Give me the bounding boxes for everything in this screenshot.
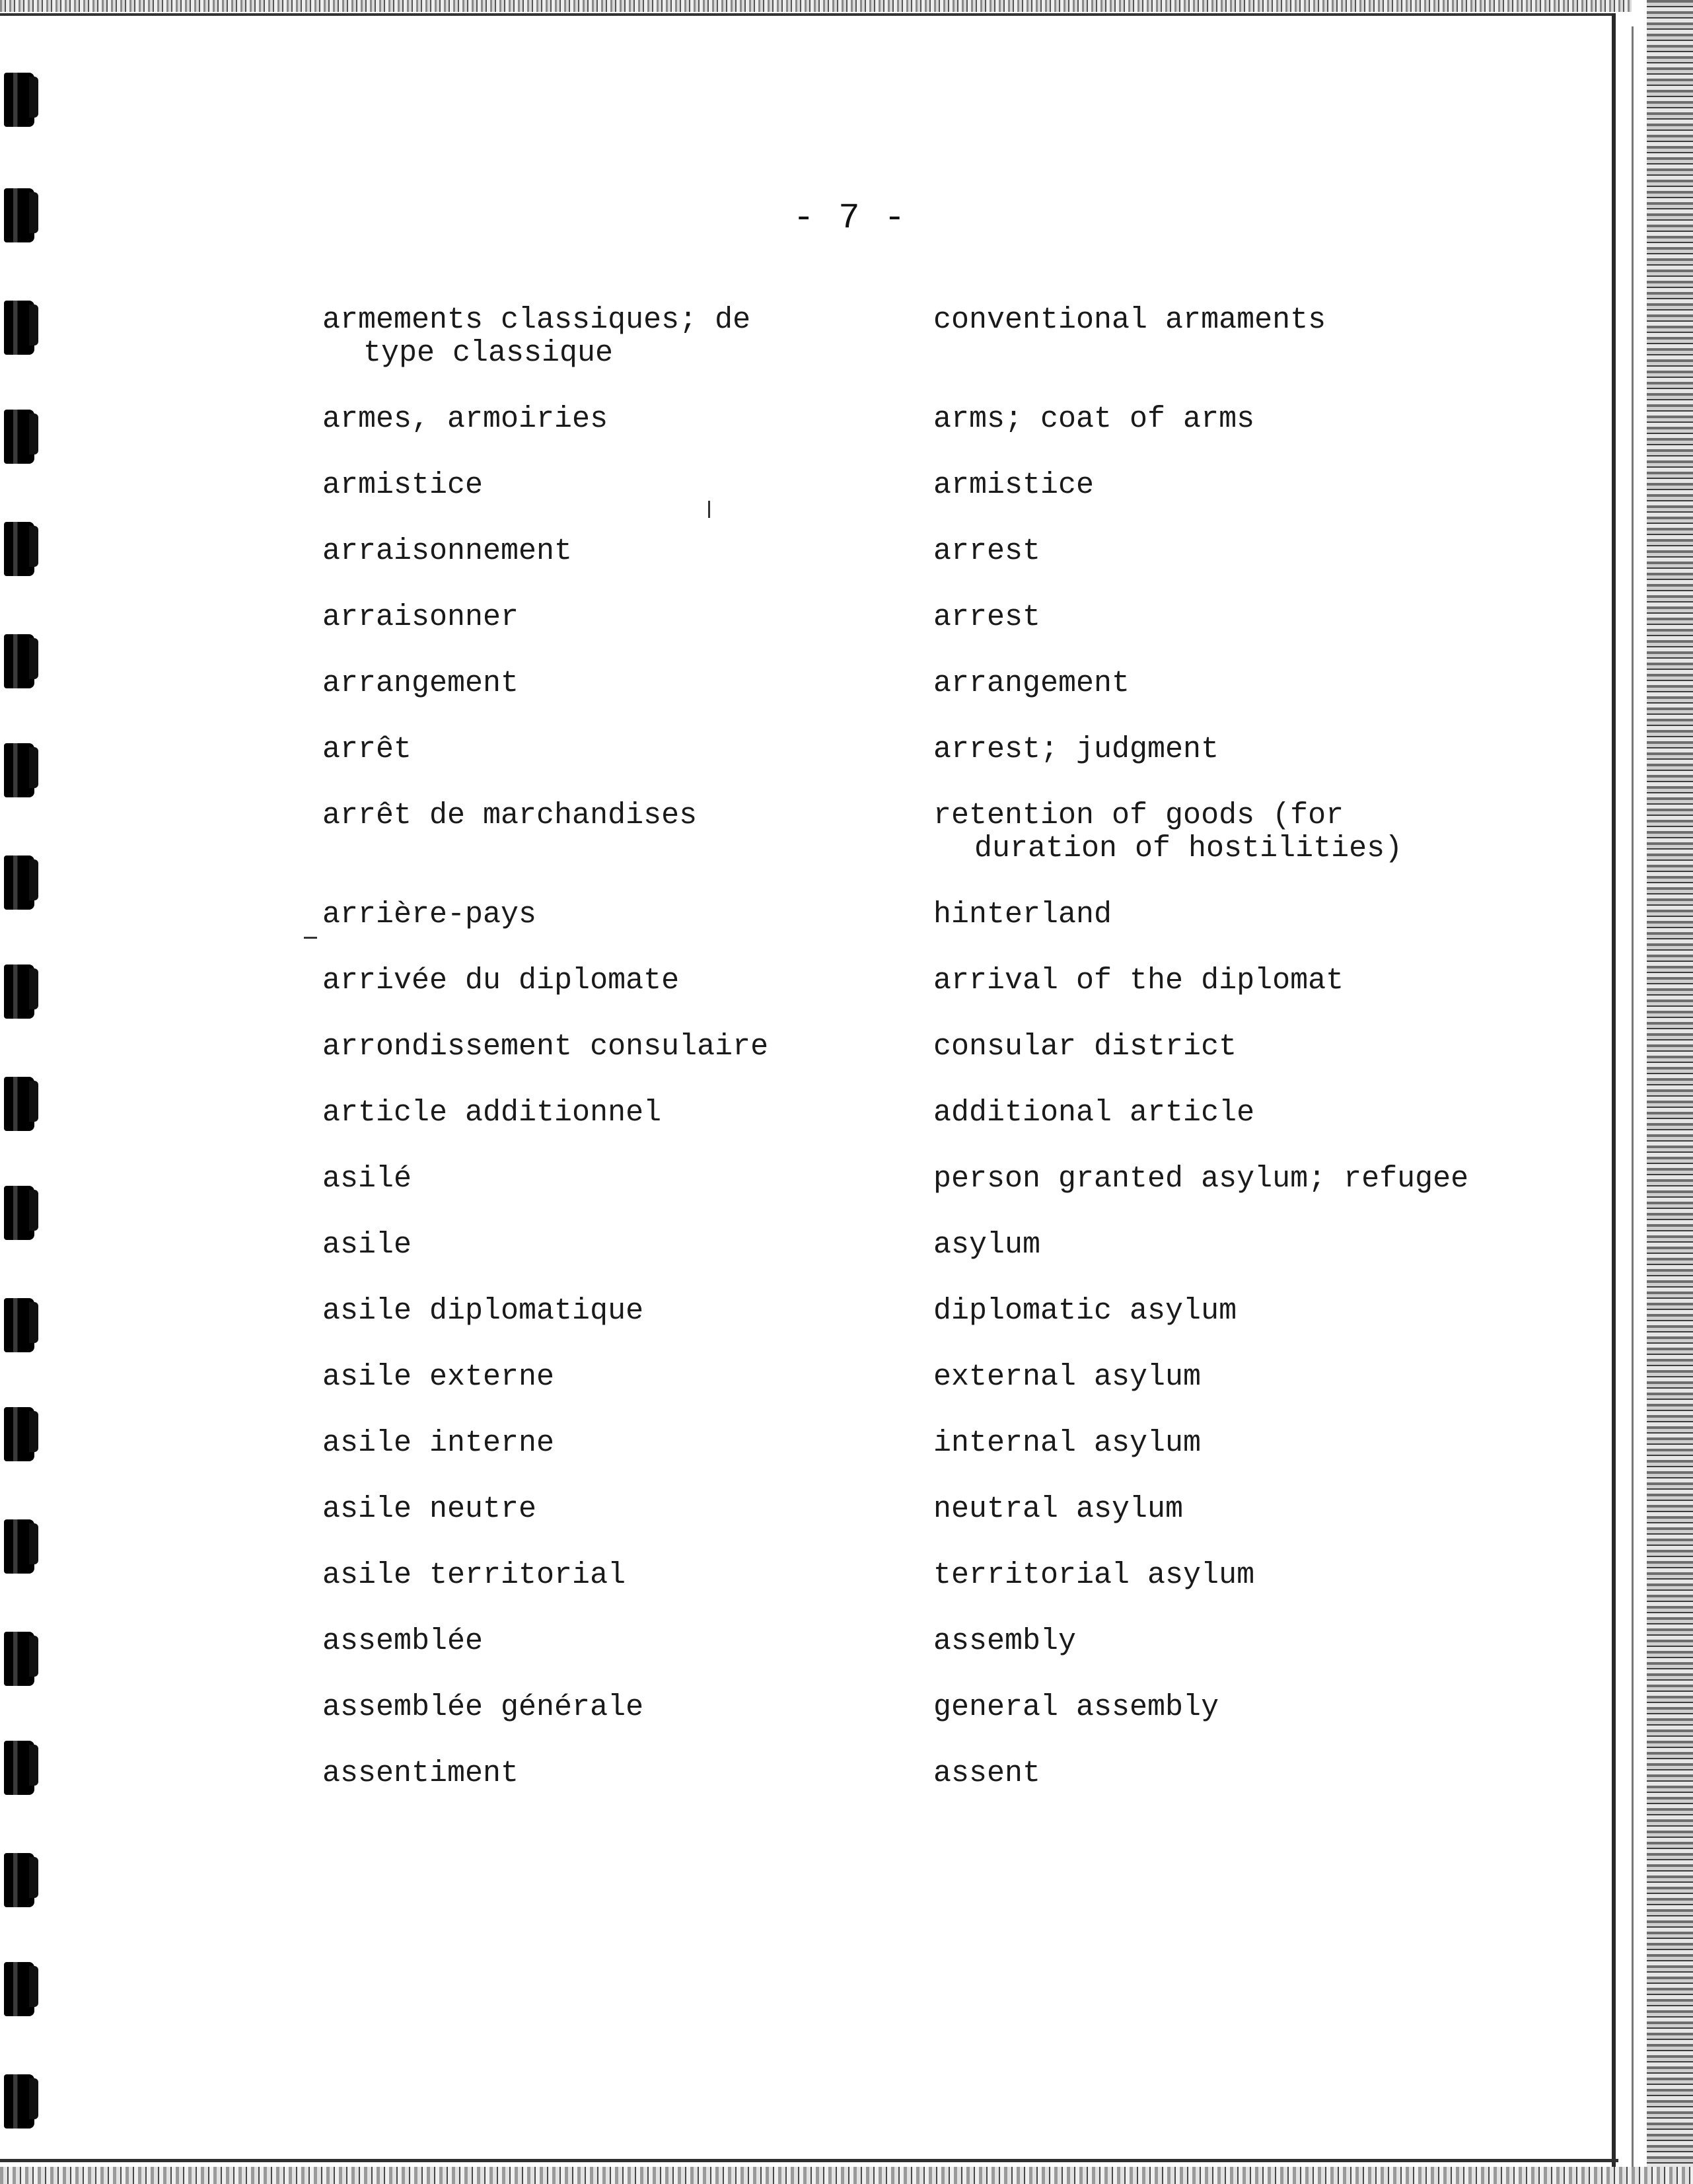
english-term-text: armistice: [933, 468, 1095, 502]
english-term-text: arms; coat of arms: [933, 402, 1255, 436]
bottom-rule: [0, 2159, 1618, 2162]
french-term-text: arrivée du diplomate: [322, 964, 680, 998]
english-term: [933, 1493, 1567, 1526]
french-term: [322, 1163, 917, 1196]
english-term: [933, 733, 1567, 766]
french-term: [322, 1691, 917, 1724]
french-term: [322, 601, 917, 634]
french-term: [322, 535, 917, 568]
english-term-continuation: duration of hostilities): [974, 832, 1403, 865]
binding-ring: [4, 1632, 34, 1686]
french-term: [322, 403, 917, 436]
french-term-text: asilé: [322, 1162, 412, 1196]
french-term-text: asile diplomatique: [322, 1294, 644, 1328]
french-term: [322, 1757, 917, 1790]
english-term: [933, 535, 1567, 568]
binding-ring: [4, 2074, 34, 2129]
english-term-text: arrest: [933, 601, 1041, 634]
bottom-scan-edge: [0, 2167, 1693, 2184]
english-term: [933, 1361, 1567, 1394]
french-term-continuation: type classique: [363, 336, 614, 370]
english-term: [933, 1097, 1567, 1130]
french-term-text: asile interne: [322, 1426, 555, 1460]
french-term: [322, 898, 917, 931]
binding-ring: [4, 1519, 34, 1574]
french-term: [322, 799, 917, 832]
english-term-text: conventional armaments: [933, 303, 1326, 337]
english-term: [933, 799, 1567, 865]
french-term: [322, 667, 917, 700]
french-term: [322, 1097, 917, 1130]
english-term-text: arrest; judgment: [933, 733, 1219, 766]
binding-ring: [4, 522, 34, 576]
binding-ring: [4, 1741, 34, 1795]
english-term-text: additional article: [933, 1096, 1255, 1130]
english-term: [933, 403, 1567, 436]
binding-ring: [4, 301, 34, 355]
english-term-text: person granted asylum; refugee: [933, 1162, 1469, 1196]
binding-ring: [4, 855, 34, 910]
binding-ring: [4, 634, 34, 688]
english-term-text: arrangement: [933, 667, 1130, 700]
english-term-text: asylum: [933, 1228, 1041, 1262]
french-term: [322, 1229, 917, 1262]
french-term-text: article additionnel: [322, 1096, 662, 1130]
french-term: [322, 1625, 917, 1658]
french-term-text: assemblée: [322, 1624, 484, 1658]
english-term: [933, 1427, 1567, 1460]
english-term: [933, 667, 1567, 700]
english-term-text: diplomatic asylum: [933, 1294, 1237, 1328]
english-term: [933, 1229, 1567, 1262]
french-term: [322, 1031, 917, 1064]
french-term: [322, 1493, 917, 1526]
binding-ring: [4, 1962, 34, 2016]
english-term: [933, 1559, 1567, 1592]
english-term: [933, 304, 1567, 337]
english-term: [933, 1163, 1567, 1196]
binding-ring: [4, 1853, 34, 1907]
top-scan-edge: [0, 0, 1632, 12]
binding-ring: [4, 73, 34, 127]
english-term: [933, 469, 1567, 502]
binding-ring: [4, 965, 34, 1019]
french-term: [322, 1559, 917, 1592]
french-term-text: arrondissement consulaire: [322, 1030, 769, 1064]
english-term-text: arrest: [933, 534, 1041, 568]
glossary-entry: [322, 1757, 1564, 1889]
binding-ring: [4, 1186, 34, 1240]
top-rule: [0, 13, 1615, 16]
stray-ink-mark: [304, 937, 317, 939]
french-term-text: assemblée générale: [322, 1691, 644, 1724]
english-term: [933, 1295, 1567, 1328]
english-term-text: territorial asylum: [933, 1558, 1255, 1592]
french-term: [322, 469, 917, 502]
french-term-text: assentiment: [322, 1757, 519, 1790]
french-term-text: armes, armoiries: [322, 402, 608, 436]
french-term-text: arraisonner: [322, 601, 519, 634]
french-term-text: asile externe: [322, 1360, 555, 1394]
english-term-text: external asylum: [933, 1360, 1202, 1394]
english-term: [933, 1031, 1567, 1064]
french-term-text: asile neutre: [322, 1492, 537, 1526]
french-term-text: asile: [322, 1228, 412, 1262]
binding-ring: [4, 410, 34, 464]
english-term-text: hinterland: [933, 898, 1112, 931]
english-term-text: retention of goods (for: [933, 799, 1344, 832]
french-term-text: arraisonnement: [322, 534, 573, 568]
binding-ring: [4, 1077, 34, 1131]
french-term-text: asile territorial: [322, 1558, 626, 1592]
english-term: [933, 1757, 1567, 1790]
english-term-text: arrival of the diplomat: [933, 964, 1344, 998]
binding-ring: [4, 1407, 34, 1461]
french-term-text: arrangement: [322, 667, 519, 700]
french-term: [322, 733, 917, 766]
right-scan-edge: [1647, 0, 1693, 2184]
french-term: [322, 1295, 917, 1328]
french-term-text: arrêt de marchandises: [322, 799, 698, 832]
french-term: [322, 304, 917, 370]
right-rule: [1612, 13, 1616, 2167]
spiral-binding: [0, 0, 46, 2184]
english-term: [933, 965, 1567, 998]
english-term-text: assent: [933, 1757, 1041, 1790]
english-term: [933, 601, 1567, 634]
french-term-text: armistice: [322, 468, 484, 502]
binding-ring: [4, 743, 34, 797]
right-rule-inner: [1632, 26, 1634, 2167]
english-term-text: general assembly: [933, 1691, 1219, 1724]
english-term: [933, 1691, 1567, 1724]
english-term-text: consular district: [933, 1030, 1237, 1064]
french-term-text: arrêt: [322, 733, 412, 766]
french-term: [322, 965, 917, 998]
french-term-text: arrière-pays: [322, 898, 537, 931]
english-term-text: internal asylum: [933, 1426, 1202, 1460]
english-term: [933, 898, 1567, 931]
binding-ring: [4, 1298, 34, 1352]
page-number: - 7 -: [793, 198, 907, 238]
english-term-text: neutral asylum: [933, 1492, 1184, 1526]
english-term: [933, 1625, 1567, 1658]
english-term-text: assembly: [933, 1624, 1077, 1658]
french-term: [322, 1427, 917, 1460]
french-term: [322, 1361, 917, 1394]
french-term-text: armements classiques; de: [322, 303, 751, 337]
